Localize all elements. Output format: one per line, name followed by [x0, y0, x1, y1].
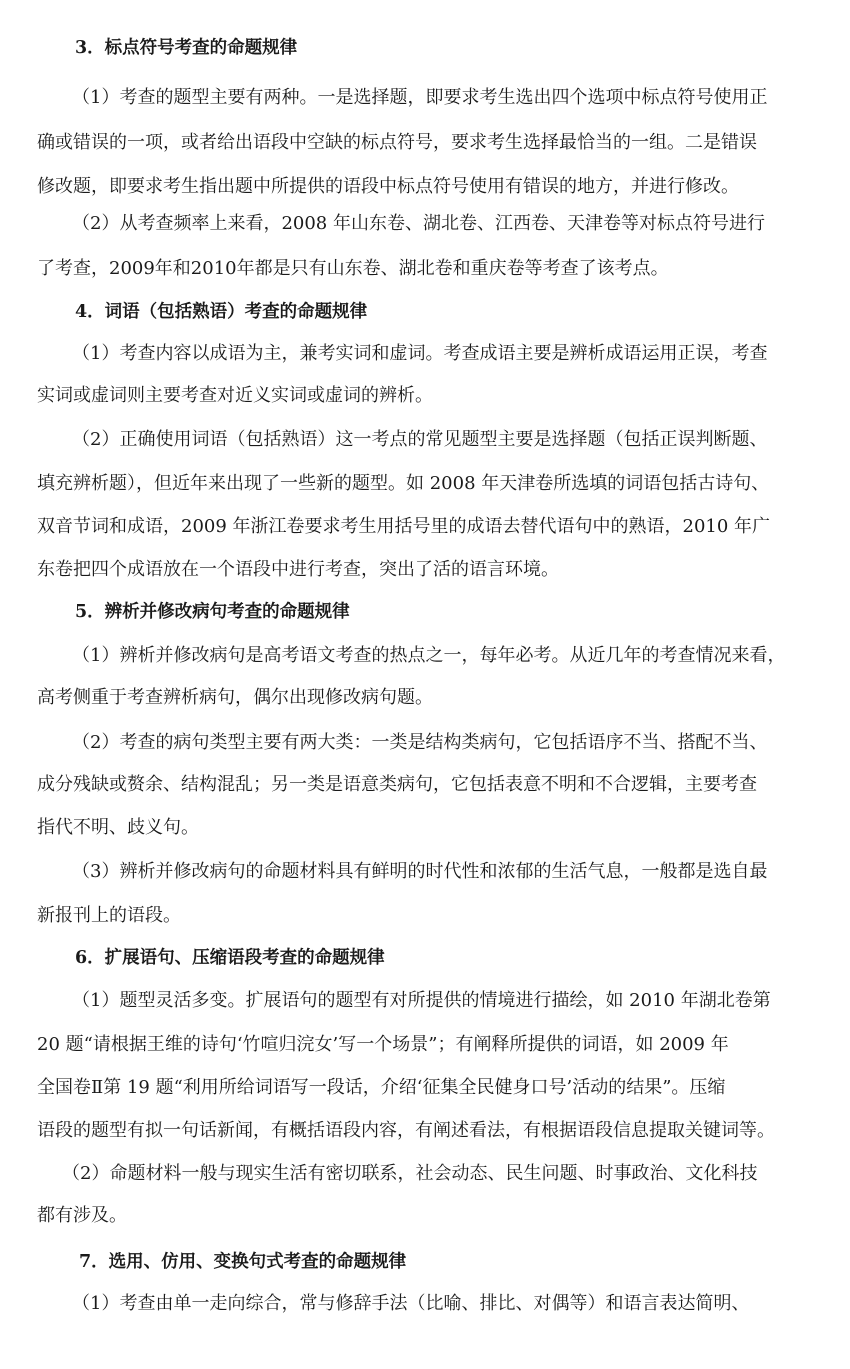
- section-6-para-1-line-1: （1）题型灵活多变。扩展语句的题型有对所提供的情境进行描绘，如 2010 年湖北卷第: [72, 990, 771, 1011]
- section-6-para-2-line-2: 都有涉及。: [37, 1205, 127, 1226]
- section-5-para-2-line-1: （2）考查的病句类型主要有两大类：一类是结构类病句，它包括语序不当、搭配不当、: [72, 732, 768, 753]
- section-5-para-3-line-1: （3）辨析并修改病句的命题材料具有鲜明的时代性和浓郁的生活气息，一般都是选自最: [72, 861, 768, 882]
- section-6-para-1-line-3: 全国卷Ⅱ第 19 题“利用所给词语写一段话，介绍‘征集全民健身口号’活动的结果”。压缩: [37, 1077, 726, 1098]
- section-5-heading: 5．辨析并修改病句考查的命题规律: [75, 602, 350, 622]
- section-4-heading: 4．词语（包括熟语）考查的命题规律: [75, 302, 368, 322]
- section-5-para-1-line-1: （1）辨析并修改病句是高考语文考查的热点之一，每年必考。从近几年的考查情况来看，: [72, 645, 786, 666]
- section-4-para-2-line-4: 东卷把四个成语放在一个语段中进行考查，突出了活的语言环境。: [37, 559, 559, 580]
- section-3-para-1-line-2: 确或错误的一项，或者给出语段中空缺的标点符号，要求考生选择最恰当的一组。二是错误: [37, 132, 757, 153]
- section-3-para-2-line-1: （2）从考查频率上来看，2008 年山东卷、湖北卷、江西卷、天津卷等对标点符号进行: [72, 213, 765, 234]
- section-3-para-2-line-2: 了考查，2009年和2010年都是只有山东卷、湖北卷和重庆卷等考查了该考点。: [37, 258, 669, 279]
- section-6-heading: 6．扩展语句、压缩语段考查的命题规律: [75, 948, 385, 968]
- section-5-para-1-line-2: 高考侧重于考查辨析病句，偶尔出现修改病句题。: [37, 687, 433, 708]
- section-4-para-2-line-3: 双音节词和成语，2009 年浙江卷要求考生用括号里的成语去替代语句中的熟语，2010 年广: [37, 516, 771, 537]
- section-4-para-1-line-2: 实词或虚词则主要考查对近义实词或虚词的辨析。: [37, 385, 433, 406]
- section-6-para-2-line-1: （2）命题材料一般与现实生活有密切联系，社会动态、民生问题、时事政治、文化科技: [62, 1163, 758, 1184]
- section-6-para-1-line-4: 语段的题型有拟一句话新闻，有概括语段内容，有阐述看法，有根据语段信息提取关键词等。: [37, 1120, 775, 1141]
- section-3-para-1-line-3: 修改题，即要求考生指出题中所提供的语段中标点符号使用有错误的地方，并进行修改。: [37, 176, 739, 197]
- section-4-para-2-line-2: 填充辨析题），但近年来出现了一些新的题型。如 2008 年天津卷所选填的词语包括古诗句、: [37, 473, 770, 494]
- section-5-para-2-line-3: 指代不明、歧义句。: [37, 817, 199, 838]
- section-7-heading: 7．选用、仿用、变换句式考查的命题规律: [79, 1252, 407, 1272]
- section-5-para-2-line-2: 成分残缺或赘余、结构混乱；另一类是语意类病句，它包括表意不明和不合逻辑，主要考查: [37, 774, 757, 795]
- section-3-heading: 3．标点符号考查的命题规律: [75, 38, 298, 58]
- section-4-para-2-line-1: （2）正确使用词语（包括熟语）这一考点的常见题型主要是选择题（包括正误判断题、: [72, 429, 768, 450]
- section-5-para-3-line-2: 新报刊上的语段。: [37, 905, 181, 926]
- section-6-para-1-line-2: 20 题“请根据王维的诗句‘竹喧归浣女’写一个场景”；有阐释所提供的词语，如 2009 年: [37, 1034, 729, 1055]
- section-3-para-1-line-1: （1）考查的题型主要有两种。一是选择题，即要求考生选出四个选项中标点符号使用正: [72, 87, 768, 108]
- section-7-para-1-line-1: （1）考查由单一走向综合，常与修辞手法（比喻、排比、对偶等）和语言表达简明、: [72, 1293, 750, 1314]
- section-4-para-1-line-1: （1）考查内容以成语为主，兼考实词和虚词。考查成语主要是辨析成语运用正误，考查: [72, 343, 768, 364]
